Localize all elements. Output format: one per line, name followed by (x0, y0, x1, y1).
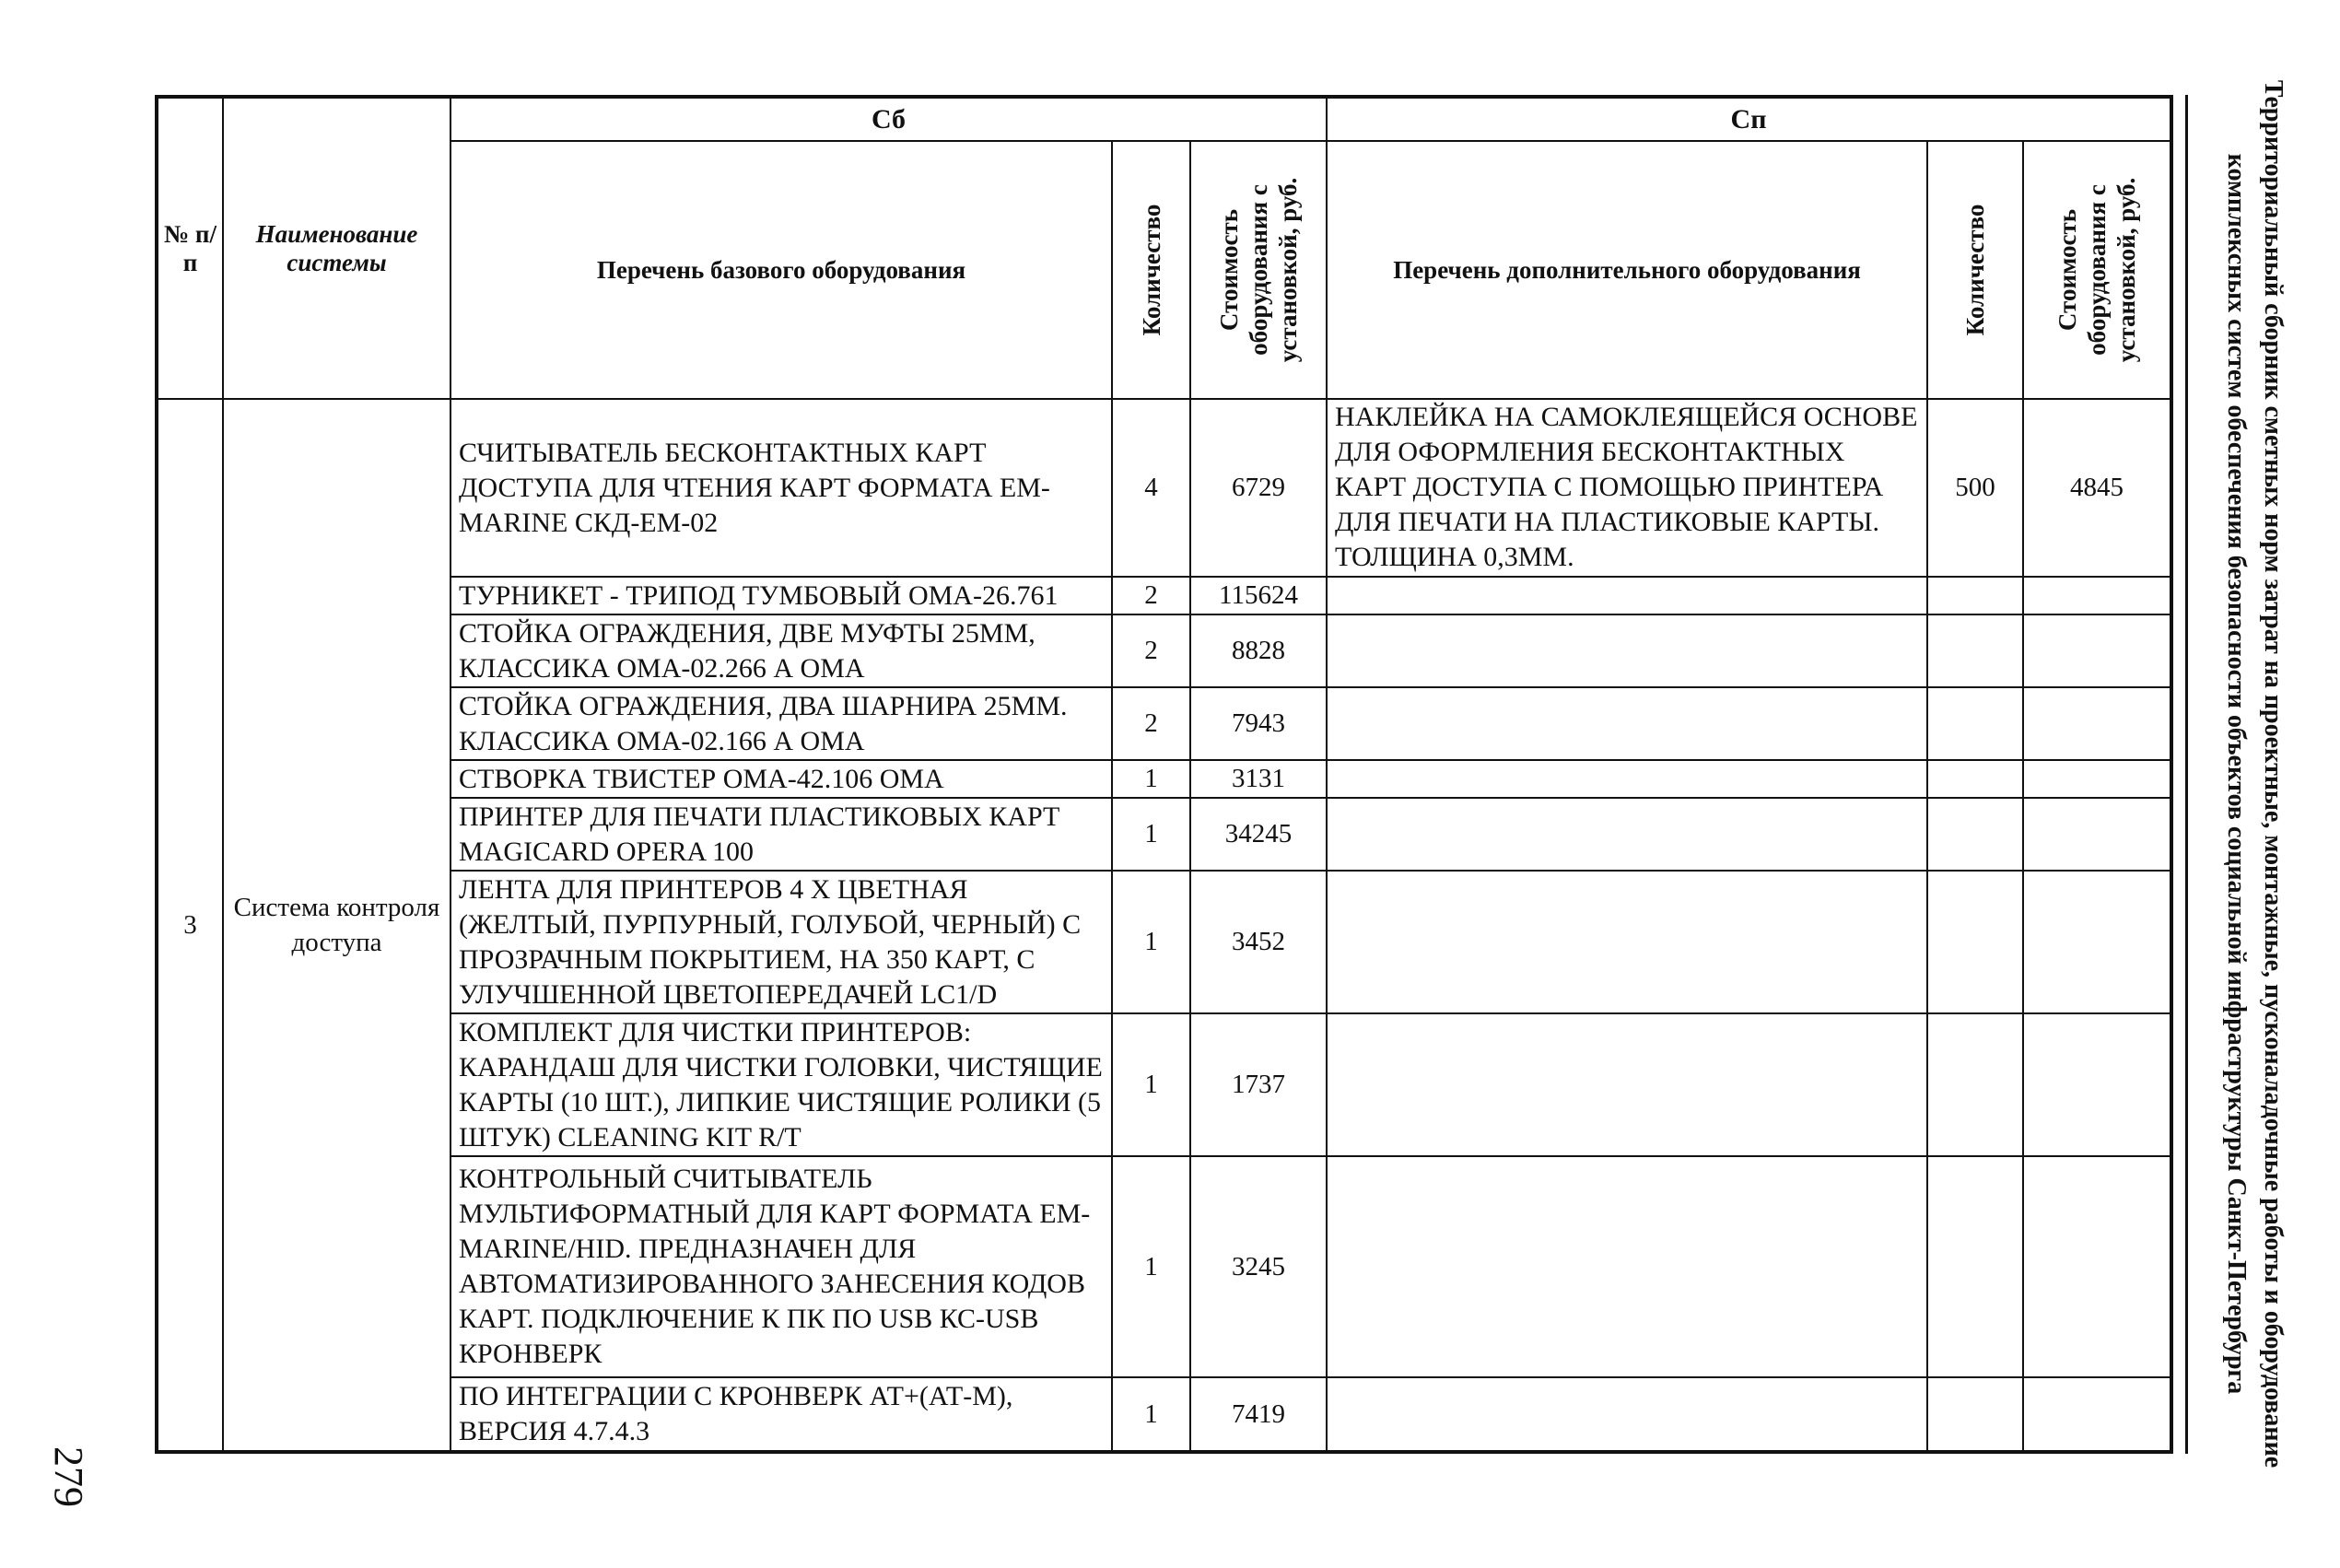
side-rule (2185, 95, 2188, 1454)
header-base-qty-text: Количество (1137, 204, 1165, 336)
table-row (157, 798, 2171, 871)
table-row (157, 687, 2171, 760)
add-empty-cell (1927, 871, 2023, 1013)
base-item-qty: 1 (1112, 798, 1190, 871)
equipment-table (155, 95, 2173, 1454)
add-empty-cell (1927, 1013, 2023, 1156)
base-item-cost: 6729 (1190, 399, 1327, 577)
header-add-cost (2023, 141, 2171, 399)
base-item-cost: 7943 (1190, 687, 1327, 760)
add-empty-cell (1927, 798, 2023, 871)
base-item-cost: 1737 (1190, 1013, 1327, 1156)
header-add-cost-line1: Стоимость (2053, 208, 2082, 332)
row-number: 3 (157, 399, 223, 1452)
add-empty-cell (1327, 687, 1927, 760)
base-item-cost: 8828 (1190, 614, 1327, 687)
add-empty-cell (1927, 1156, 2023, 1377)
add-empty-cell (1327, 798, 1927, 871)
header-add-cost-line3: установкой, руб. (2112, 177, 2141, 363)
table-row (157, 871, 2171, 1013)
base-item-name: СТВОРКА ТВИСТЕР ОМА-42.106 ОМА (450, 760, 1112, 798)
header-base-cost (1190, 141, 1327, 399)
base-item-name: ПО ИНТЕГРАЦИИ С КРОНВЕРК АТ+(АТ-М), ВЕРСИЯ 4.7.4.3 (450, 1377, 1112, 1452)
running-header-line1: Территориальный сборник сметных норм затрат на проектные, монтажные, пусконаладочные работы и оборудование (2259, 79, 2287, 1469)
base-item-qty: 1 (1112, 871, 1190, 1013)
header-add-qty-text: Количество (1961, 204, 1990, 336)
base-item-qty: 2 (1112, 614, 1190, 687)
add-empty-cell (1327, 871, 1927, 1013)
header-no: № п/п (157, 97, 223, 399)
running-header (2217, 55, 2291, 1492)
add-item-name: НАКЛЕЙКА НА САМОКЛЕЯЩЕЙСЯ ОСНОВЕ ДЛЯ ОФОРМЛЕНИЯ БЕСКОНТАКТНЫХ КАРТ ДОСТУПА С ПОМОЩЬЮ ПРИНТЕРА ДЛЯ ПЕЧАТИ НА ПЛАСТИКОВЫЕ КАРТЫ. ТОЛЩИНА 0,3ММ. (1327, 399, 1927, 577)
table-row (157, 760, 2171, 798)
header-add-cost-text (2053, 178, 2141, 363)
base-item-name: КОНТРОЛЬНЫЙ СЧИТЫВАТЕЛЬ МУЛЬТИФОРМАТНЫЙ ДЛЯ КАРТ ФОРМАТА EM-MARINE/HID. ПРЕДНАЗНАЧЕН ДЛЯ АВТОМАТИЗИРОВАННОГО ЗАНЕСЕНИЯ КОДОВ КАРТ. ПОДКЛЮЧЕНИЕ К ПК ПО USB КС-USB КРОНВЕРК (450, 1156, 1112, 1377)
header-base-qty (1112, 141, 1190, 399)
table-row (157, 614, 2171, 687)
header-base-cost-line1: Стоимость (1215, 208, 1244, 332)
header-system-name: Наименование системы (223, 97, 450, 399)
header-add-cost-line2: оборудования с (2083, 184, 2112, 356)
base-item-cost: 34245 (1190, 798, 1327, 871)
base-item-name: ТУРНИКЕТ - ТРИПОД ТУМБОВЫЙ ОМА-26.761 (450, 577, 1112, 614)
add-empty-cell (2023, 760, 2171, 798)
add-empty-cell (1327, 1013, 1927, 1156)
table-row (157, 1377, 2171, 1452)
add-empty-cell (2023, 871, 2171, 1013)
header-base-cost-line2: оборудования с (1245, 184, 1273, 356)
header-base-cost-line3: установкой, руб. (1274, 177, 1303, 363)
add-empty-cell (1927, 614, 2023, 687)
base-item-qty: 1 (1112, 1377, 1190, 1452)
base-item-cost: 3245 (1190, 1156, 1327, 1377)
table-row (157, 1156, 2171, 1377)
base-item-qty: 2 (1112, 577, 1190, 614)
add-empty-cell (1927, 1377, 2023, 1452)
header-add-list: Перечень дополнительного оборудования (1327, 141, 1927, 399)
header-base-list: Перечень базового оборудования (450, 141, 1112, 399)
system-name: Система контроля доступа (223, 399, 450, 1452)
table-row (157, 1013, 2171, 1156)
add-empty-cell (2023, 1156, 2171, 1377)
add-empty-cell (1327, 1377, 1927, 1452)
header-base-cost-text (1214, 178, 1303, 363)
header-group-sp: Сп (1327, 97, 2171, 141)
add-empty-cell (1327, 760, 1927, 798)
header-add-qty (1927, 141, 2023, 399)
base-item-qty: 1 (1112, 1156, 1190, 1377)
add-empty-cell (2023, 1013, 2171, 1156)
base-item-name: СТОЙКА ОГРАЖДЕНИЯ, ДВЕ МУФТЫ 25ММ, КЛАССИКА ОМА-02.266 А ОМА (450, 614, 1112, 687)
base-item-name: ПРИНТЕР ДЛЯ ПЕЧАТИ ПЛАСТИКОВЫХ КАРТ MAGICARD OPERA 100 (450, 798, 1112, 871)
table-row (157, 399, 2171, 577)
running-header-line2: комплексных систем обеспечения безопасности объектов социальной инфраструктуры Санкт-Петербурга (2222, 153, 2251, 1395)
base-item-name: СТОЙКА ОГРАЖДЕНИЯ, ДВА ШАРНИРА 25ММ. КЛАССИКА ОМА-02.166 А ОМА (450, 687, 1112, 760)
base-item-name: СЧИТЫВАТЕЛЬ БЕСКОНТАКТНЫХ КАРТ ДОСТУПА ДЛЯ ЧТЕНИЯ КАРТ ФОРМАТА ЕМ-MARINE СКД-ЕМ-02 (450, 399, 1112, 577)
add-empty-cell (1927, 687, 2023, 760)
page-number: 279 (46, 1446, 91, 1507)
base-item-cost: 7419 (1190, 1377, 1327, 1452)
base-item-qty: 1 (1112, 760, 1190, 798)
header-group-sb: Сб (450, 97, 1327, 141)
add-empty-cell (1327, 577, 1927, 614)
add-empty-cell (2023, 577, 2171, 614)
add-empty-cell (1327, 614, 1927, 687)
table-row (157, 577, 2171, 614)
add-empty-cell (1927, 577, 2023, 614)
base-item-cost: 3452 (1190, 871, 1327, 1013)
base-item-qty: 2 (1112, 687, 1190, 760)
add-empty-cell (2023, 687, 2171, 760)
add-empty-cell (2023, 614, 2171, 687)
add-item-cost: 4845 (2023, 399, 2171, 577)
add-empty-cell (1927, 760, 2023, 798)
add-item-qty: 500 (1927, 399, 2023, 577)
add-empty-cell (1327, 1156, 1927, 1377)
base-item-name: ЛЕНТА ДЛЯ ПРИНТЕРОВ 4 Х ЦВЕТНАЯ (ЖЕЛТЫЙ, ПУРПУРНЫЙ, ГОЛУБОЙ, ЧЕРНЫЙ) С ПРОЗРАЧНЫМ ПОКРЫТИЕМ, НА 350 КАРТ, С УЛУЧШЕННОЙ ЦВЕТОПЕРЕДАЧЕЙ LC1/D (450, 871, 1112, 1013)
base-item-cost: 115624 (1190, 577, 1327, 614)
base-item-qty: 4 (1112, 399, 1190, 577)
add-empty-cell (2023, 798, 2171, 871)
base-item-cost: 3131 (1190, 760, 1327, 798)
add-empty-cell (2023, 1377, 2171, 1452)
base-item-qty: 1 (1112, 1013, 1190, 1156)
base-item-name: КОМПЛЕКТ ДЛЯ ЧИСТКИ ПРИНТЕРОВ: КАРАНДАШ ДЛЯ ЧИСТКИ ГОЛОВКИ, ЧИСТЯЩИЕ КАРТЫ (10 ШТ.), ЛИПКИЕ ЧИСТЯЩИЕ РОЛИКИ (5 ШТУК) CLEANING KIT R/T (450, 1013, 1112, 1156)
